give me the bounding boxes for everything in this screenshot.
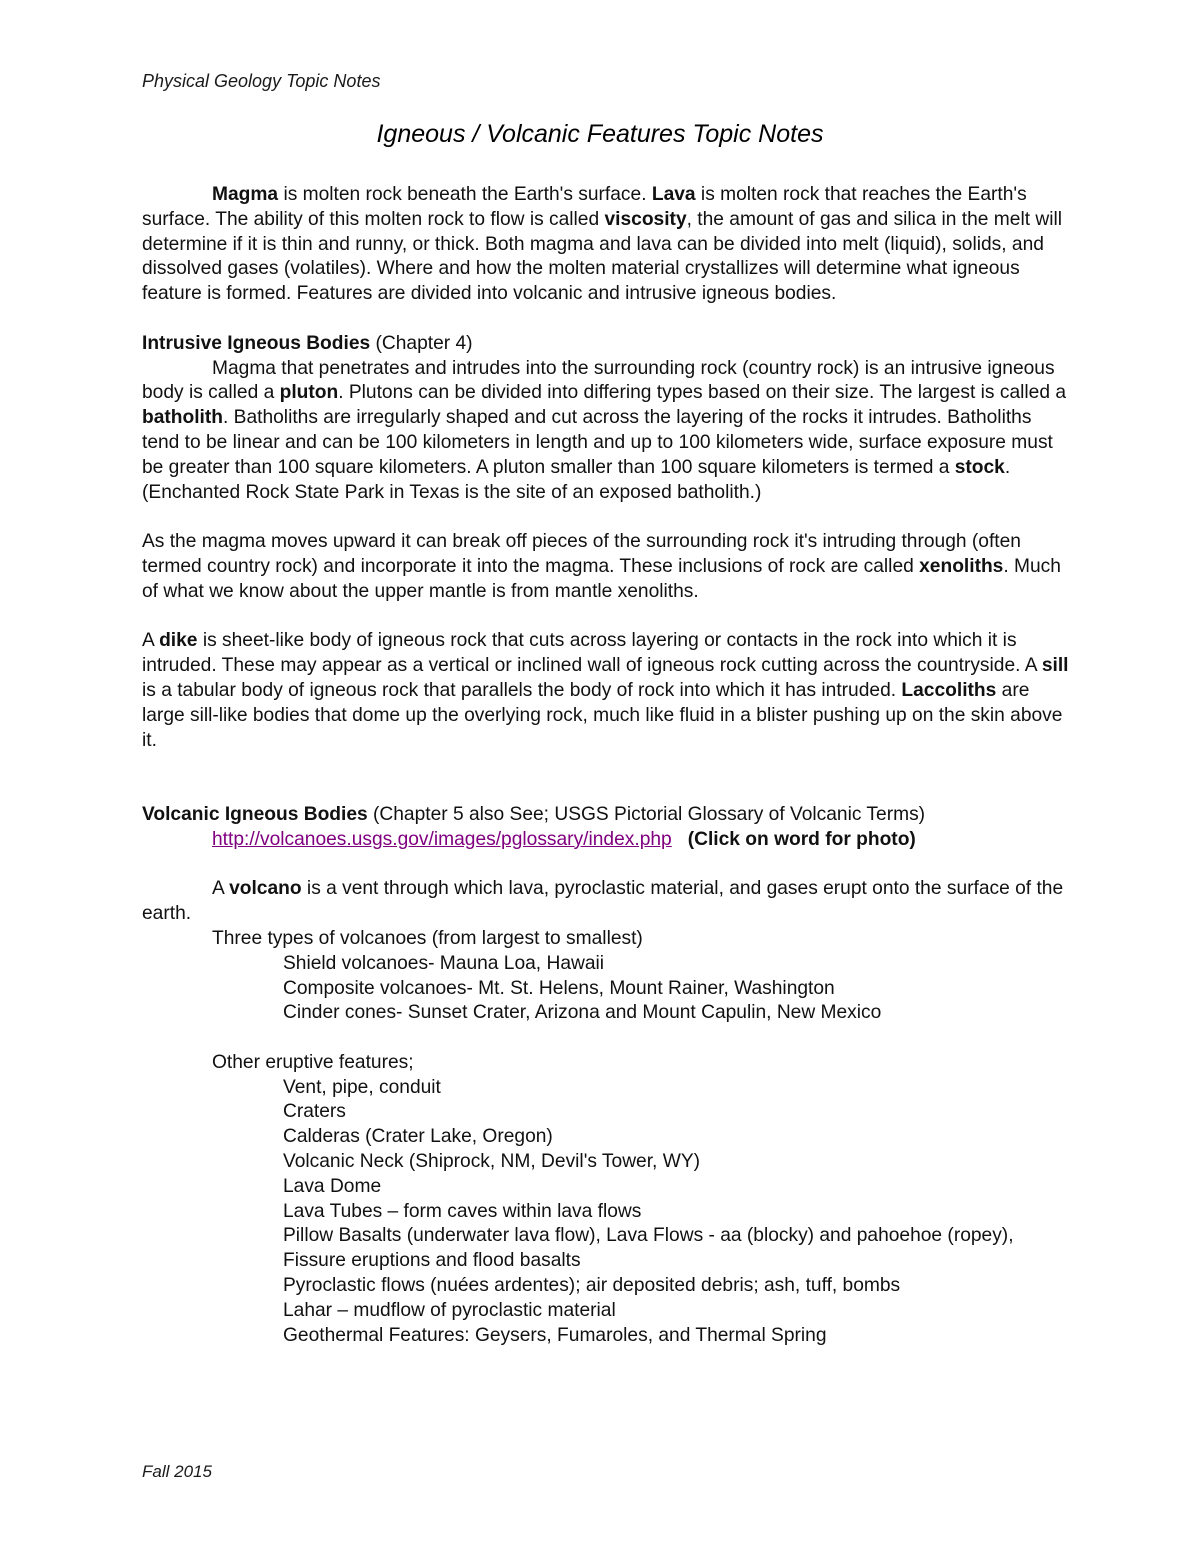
eruptive-feature-item: Vent, pipe, conduit bbox=[283, 1076, 441, 1098]
click-note: (Click on word for photo) bbox=[687, 828, 916, 850]
volcanic-section-heading: Volcanic Igneous Bodies (Chapter 5 also See; USGS Pictorial Glossary of Volcanic Terms) bbox=[142, 803, 926, 825]
term-laccoliths: Laccoliths bbox=[901, 679, 997, 701]
eruptive-feature-item: Lahar – mudflow of pyroclastic material bbox=[283, 1299, 616, 1321]
document-body bbox=[142, 183, 1072, 1348]
glossary-link-line bbox=[142, 828, 1072, 853]
term-pluton: pluton bbox=[279, 382, 339, 404]
usgs-glossary-link[interactable]: http://volcanoes.usgs.gov/images/pglossary/index.php bbox=[212, 828, 672, 850]
term-viscosity: viscosity bbox=[604, 208, 687, 230]
term-stock: stock bbox=[954, 456, 1005, 478]
term-sill: sill bbox=[1041, 655, 1069, 677]
page-title: Igneous / Volcanic Features Topic Notes bbox=[376, 120, 824, 148]
intrusive-section-heading: Intrusive Igneous Bodies (Chapter 4) bbox=[142, 332, 473, 354]
term-dike: dike bbox=[159, 630, 198, 652]
intro-paragraph: Magma is molten rock beneath the Earth's surface. Lava is molten rock that reaches the Earth's surface. The ability of this molten rock to flow is called viscosity, the amount of gas and silica in the melt will determine if it is thin and runny, or thick. Both magma and lava can be divided into melt (liquid), solids, and dissolved gases (volatiles). Where and how the molten material crystallizes will determine what igneous feature is formed. Features are divided into volcanic and intrusive igneous bodies. bbox=[142, 184, 1063, 305]
eruptive-feature-item: Volcanic Neck (Shiprock, NM, Devil's Tower, WY) bbox=[283, 1151, 701, 1173]
eruptive-feature-item: Geothermal Features: Geysers, Fumaroles, and Thermal Spring bbox=[283, 1324, 827, 1346]
eruptive-feature-item: Craters bbox=[283, 1101, 346, 1123]
eruptive-feature-item: Calderas (Crater Lake, Oregon) bbox=[283, 1126, 553, 1148]
volcano-type-item: Composite volcanoes- Mt. St. Helens, Mount Rainer, Washington bbox=[283, 977, 835, 999]
term-lava: Lava bbox=[651, 184, 696, 205]
eruptive-feature-item: Pillow Basalts (underwater lava flow), Lava Flows - aa (blocky) and pahoehoe (ropey), Fissure eruptions and flood basalts bbox=[283, 1225, 1014, 1272]
running-footer: Fall 2015 bbox=[142, 1462, 212, 1481]
term-xenoliths: xenoliths bbox=[919, 555, 1004, 577]
other-features-heading: Other eruptive features; bbox=[212, 1051, 414, 1073]
eruptive-feature-item: Pyroclastic flows (nuées ardentes); air deposited debris; ash, tuff, bombs bbox=[283, 1275, 901, 1297]
term-magma: Magma bbox=[212, 184, 279, 205]
pluton-paragraph: Magma that penetrates and intrudes into the surrounding rock (country rock) is an intrusive igneous body is called a pluton. Plutons can be divided into differing types based on their size. The largest is called a batholith. Batholiths are irregularly shaped and cut across the layering of the rocks it intrudes. Batholiths tend to be linear and can be 100 kilometers in length and up to 100 kilometers wide, surface exposure must be greater than 100 square kilometers. A pluton smaller than 100 square kilometers is termed a stock. (Enchanted Rock State Park in Texas is the site of an exposed batholith.) bbox=[142, 357, 1066, 503]
volcano-paragraph: A volcano is a vent through which lava, pyroclastic material, and gases erupt onto the surface of the earth. bbox=[142, 878, 1064, 925]
dike-sill-paragraph: A dike is sheet-like body of igneous rock that cuts across layering or contacts in the rock into which it is intruded. These may appear as a vertical or inclined wall of igneous rock cutting across the countryside. A sill is a tabular body of igneous rock that parallels the body of rock into which it has intruded. Laccoliths are large sill-like bodies that dome up the overlying rock, much like fluid in a blister pushing up on the skin above it. bbox=[142, 630, 1069, 751]
volcano-type-item: Cinder cones- Sunset Crater, Arizona and Mount Capulin, New Mexico bbox=[283, 1002, 882, 1024]
running-header: Physical Geology Topic Notes bbox=[142, 71, 381, 91]
eruptive-feature-item: Lava Dome bbox=[283, 1175, 382, 1197]
volcano-types-heading: Three types of volcanoes (from largest to smallest) bbox=[212, 927, 643, 949]
volcano-type-item: Shield volcanoes- Mauna Loa, Hawaii bbox=[283, 952, 605, 974]
term-volcano: volcano bbox=[229, 878, 302, 900]
eruptive-feature-item: Lava Tubes – form caves within lava flows bbox=[283, 1200, 642, 1222]
term-batholith: batholith bbox=[142, 407, 223, 429]
xenolith-paragraph: As the magma moves upward it can break off pieces of the surrounding rock it's intruding through (often termed country rock) and incorporate it into the magma. These inclusions of rock are called xenoliths. Much of what we know about the upper mantle is from mantle xenoliths. bbox=[142, 531, 1061, 602]
